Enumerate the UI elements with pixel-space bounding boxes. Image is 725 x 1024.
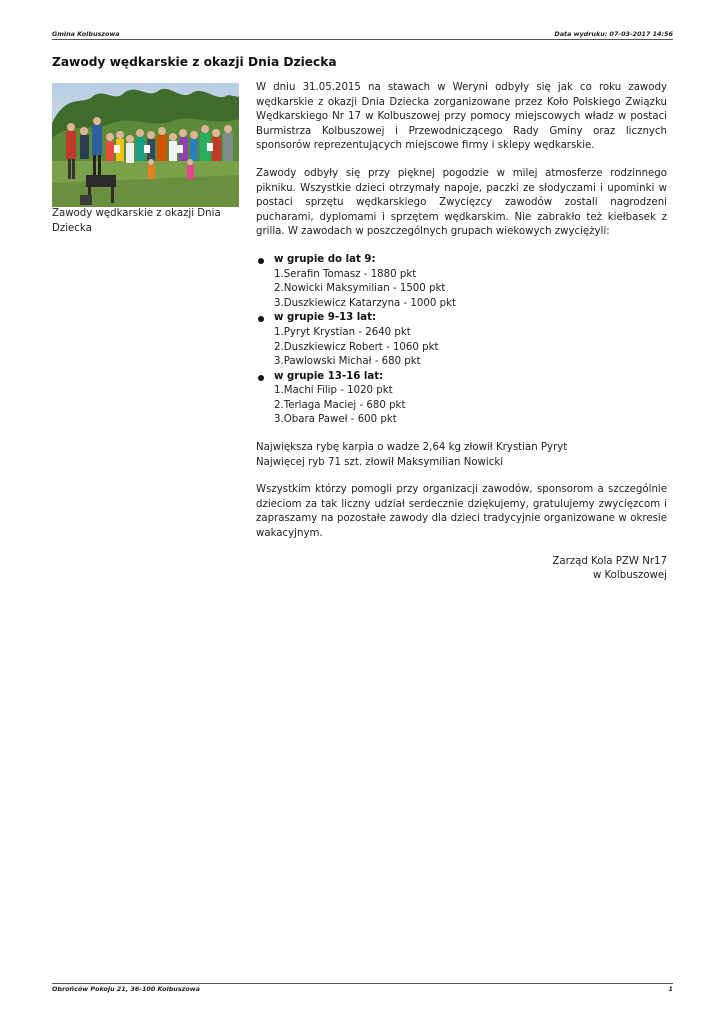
winner-entry: 3.Pawlowski Michał - 680 pkt	[274, 356, 421, 368]
event-paragraph: Zawody odbyły się przy pięknej pogodzie w milej atmosferze rodzinnego pikniku. Wszystkie dzieci otrzymały napoje, paczki ze słodyczami i upominki w postaci sprzętu wędkarskiego Zwycięzcy zawodów zostali nagrodzeni pucharami, dyplomami i sprzętem wędkarskim. Nie zabrakło też kiełbasek z grilla. W zawodach w poszczególnych grupach wiekowych zwyciężyli:	[256, 167, 667, 238]
page-number: 1	[668, 985, 673, 993]
article-title: Zawody wędkarskie z okazji Dnia Dziecka	[52, 55, 337, 69]
winner-entry: 2.Nowicki Maksymilian - 1500 pkt	[274, 283, 446, 295]
footer-address: Obrońców Pokoju 21, 36-100 Kolbuszowa	[52, 985, 200, 993]
thanks-paragraph: Wszystkim którzy pomogli przy organizacji zawodów, sponsorom a szczególnie dzieciom za tak liczny udział serdecznie dziękujemy, gratulujemy zwycięzcom i zapraszamy na pozostałe zawody dla dzieci tradycyjnie organizowane w okresie wakacyjnym.	[256, 484, 667, 540]
signature-line: w Kolbuszowej	[592, 570, 667, 582]
article-body	[256, 81, 667, 584]
winner-entry: 3.Obara Paweł - 600 pkt	[274, 414, 397, 426]
group-label: w grupie do lat 9:	[274, 253, 376, 265]
winner-entry: 2.Duszkiewicz Robert - 1060 pkt	[274, 341, 439, 353]
intro-paragraph: W dniu 31.05.2015 na stawach w Weryni odbyły się jak co roku zawody wędkarskie z okazji Dnia Dziecka zorganizowane przez Koło Polskiego Związku Wędkarskiego Nr 17 w Kolbuszowej przy pomocy miejscowych władz w postaci Burmistrza Kolbuszowej i Przewodniczącego Rady Gminy oraz licznych sponsorów reprezentujących miejscowe firmy i sklepy wędkarskie.	[256, 82, 667, 152]
list-item	[256, 311, 667, 369]
group-label: w grupie 13-16 lat:	[274, 370, 384, 382]
header-rule	[52, 39, 673, 40]
record-biggest-fish: Największa rybę karpia o wadze 2,64 kg złowił Krystian Pyryt	[256, 442, 568, 454]
group-label: w grupie 9-13 lat:	[274, 312, 377, 324]
winner-entry: 3.Duszkiewicz Katarzyna - 1000 pkt	[274, 297, 456, 309]
record-most-fish: Najwięcej ryb 71 szt. złowił Maksymilian Nowicki	[256, 456, 504, 468]
page-header	[52, 30, 673, 39]
header-site-name: Gmina Kolbuszowa	[52, 30, 120, 38]
page-footer	[52, 985, 673, 994]
photo-caption: Zawody wędkarskie z okazji Dnia Dziecka	[52, 208, 221, 234]
footer-rule	[52, 983, 673, 984]
winner-entry: 1.Pyryt Krystian - 2640 pkt	[274, 326, 411, 338]
winner-entry: 1.Serafin Tomasz - 1880 pkt	[274, 268, 417, 280]
bullet-icon	[258, 258, 264, 264]
bullet-icon	[258, 316, 264, 322]
winners-list	[256, 253, 667, 428]
signature-line: Zarząd Kola PZW Nr17	[552, 555, 667, 567]
bullet-icon	[258, 375, 264, 381]
signature	[256, 555, 667, 584]
winner-entry: 1.Machi Filip - 1020 pkt	[274, 385, 393, 397]
article-photo	[52, 83, 239, 207]
list-item	[256, 253, 667, 311]
header-print-date: Data wydruku: 07-03-2017 14:56	[554, 30, 673, 38]
list-item	[256, 370, 667, 428]
winner-entry: 2.Terlaga Maciej - 680 pkt	[274, 399, 406, 411]
